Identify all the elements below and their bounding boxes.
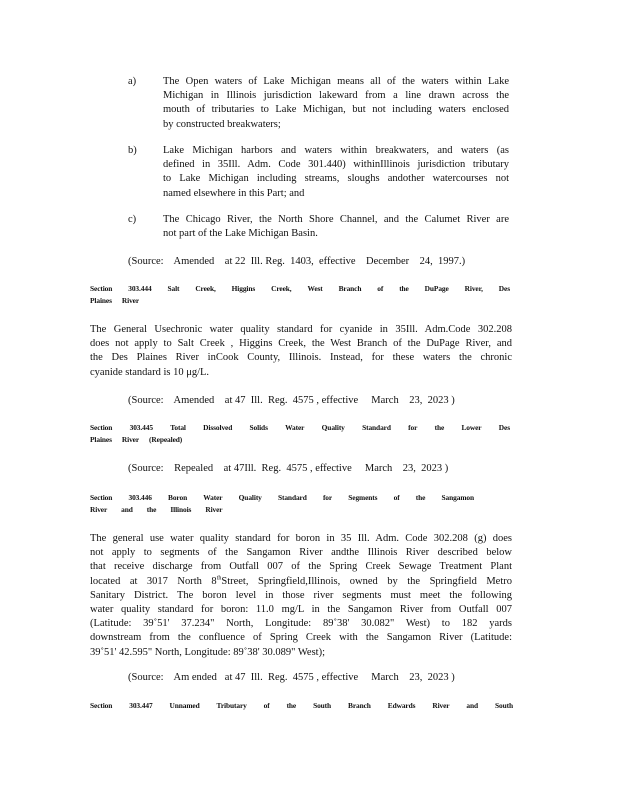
heading-word: for (322, 493, 333, 502)
heading-word: Sangamon (441, 493, 474, 502)
heading-word: and (121, 505, 133, 514)
heading-word: Section (90, 493, 113, 502)
heading-word: Plaines (90, 435, 112, 444)
heading-word: Section (90, 701, 113, 710)
heading-word: Standard (362, 423, 391, 432)
heading-word: 303.447 (129, 701, 153, 710)
ordinal-suffix: th (216, 575, 222, 582)
item-marker-b: b) (128, 145, 137, 156)
section-heading-303-444 (90, 283, 510, 307)
section-heading-303-447 (90, 700, 513, 712)
paragraph-line: does not apply to Salt Creek , Higgins Creek, the West Branch of the DuPage River, and (90, 338, 512, 350)
paragraph-line: not apply to segments of the Sangamon River andthe Illinois River described below (90, 547, 512, 559)
heading-word: (Repealed) (149, 435, 183, 444)
heading-word: Boron (168, 493, 188, 502)
item-c-text (163, 213, 509, 241)
heading-word: Branch (348, 701, 371, 710)
heading-word: the (434, 423, 445, 432)
heading-word: Higgins (231, 284, 256, 293)
heading-word: 303.446 (128, 493, 152, 502)
paragraph-line: water quality standard for boron: 11.0 mg/L in the Sangamon River from Outfall 007 (90, 604, 512, 616)
item-c-line: not part of the Lake Michigan Basin. (163, 228, 318, 240)
heading-word: Des (498, 423, 510, 432)
paragraph-line: (Latitude: 39˚51' 37.234" North, Longitude: 89˚38' 30.082" West) to 182 yards (90, 618, 512, 630)
section-303-446-paragraph (90, 532, 512, 660)
heading-word: Quality (238, 493, 262, 502)
heading-word: River (432, 701, 450, 710)
heading-word: DuPage (424, 284, 449, 293)
paragraph-fragment: located at 3017 North 8 (90, 575, 217, 587)
heading-word: Tributary (216, 701, 247, 710)
heading-word: South (494, 701, 513, 710)
heading-word: Illinois (170, 505, 192, 514)
paragraph-line: cyanide standard is 10 μg/L. (90, 366, 210, 378)
item-b-line: named elsewhere in this Part; and (163, 187, 305, 199)
section-heading-row (90, 283, 510, 295)
heading-word: Water (203, 493, 223, 502)
heading-word: Dissolved (203, 423, 233, 432)
paragraph-line: the Des Plaines River inCook County, Illinois. Instead, for these waters the chronic (90, 352, 512, 364)
paragraph-line: Sanitary District. The boron level in those river segments must meet the following (90, 589, 512, 601)
heading-word: Creek, (271, 284, 292, 293)
item-marker-a: a) (128, 76, 137, 87)
section-heading-row (90, 700, 513, 712)
paragraph-line: 39˚51' 42.595" North, Longitude: 89˚38' 30.089" West); (90, 646, 326, 658)
source-note: (Source: Repealed at 47Ill. Reg. 4575 , effective March 23, 2023 ) (128, 463, 449, 474)
heading-word: Plaines (90, 296, 112, 305)
heading-word: the (146, 505, 157, 514)
heading-word: Lower (461, 423, 482, 432)
heading-word: 303.444 (128, 284, 152, 293)
section-heading-row (90, 504, 474, 516)
section-heading-row (90, 492, 474, 504)
heading-word: Salt (167, 284, 180, 293)
paragraph-line: that receive discharge from Outfall 007 of the Spring Creek Sewage Treatment Plant (90, 561, 512, 573)
heading-word: Des (498, 284, 510, 293)
heading-word: Edwards (387, 701, 416, 710)
heading-word: of (377, 284, 384, 293)
source-note: (Source: Amended at 22 Ill. Reg. 1403, effective December 24, 1997.) (128, 256, 466, 267)
heading-word: River (90, 505, 108, 514)
paragraph-fragment: Street, Springfield,Illinois, owned by the Springfield Metro (221, 575, 513, 587)
section-heading-row (90, 422, 510, 434)
source-note: (Source: Amended at 47 Ill. Reg. 4575 , effective March 23, 2023 ) (128, 395, 455, 406)
paragraph-line (90, 575, 512, 589)
heading-word: Section (90, 423, 113, 432)
item-b-line: Lake Michigan harbors and waters within breakwaters, and waters (as (163, 145, 509, 156)
item-a-line: by constructed breakwaters; (163, 118, 281, 130)
heading-word: of (393, 493, 400, 502)
section-heading-row (90, 434, 510, 446)
heading-word: Creek, (195, 284, 216, 293)
item-b-line: to Lake Michigan including streams, sloughs andother watercourses not (163, 173, 509, 185)
heading-word: South (313, 701, 332, 710)
heading-word: River (205, 505, 223, 514)
item-a-text (163, 75, 509, 132)
heading-word: Water (285, 423, 305, 432)
heading-word: of (263, 701, 270, 710)
heading-word: 303.445 (129, 423, 153, 432)
item-a-line: mouth of tributaries to Lake Michigan, but not including waters enclosed (163, 104, 509, 116)
heading-word: Total (170, 423, 186, 432)
heading-word: River (121, 435, 140, 444)
section-heading-303-445 (90, 422, 510, 446)
item-marker-c: c) (128, 214, 137, 225)
heading-word: Branch (338, 284, 362, 293)
heading-word: Segments (348, 493, 378, 502)
item-b-text (163, 144, 509, 201)
section-303-444-paragraph (90, 323, 512, 380)
item-b-line: defined in 35Ill. Adm. Code 301.440) withinIllinois jurisdiction tributary (163, 159, 509, 171)
heading-word: and (466, 701, 479, 710)
heading-word: Standard (277, 493, 307, 502)
source-note: (Source: Am ended at 47 Ill. Reg. 4575 , effective March 23, 2023 ) (128, 672, 455, 683)
item-a-line: The Open waters of Lake Michigan means all of the waters within Lake (163, 76, 509, 87)
paragraph-line: The general use water quality standard for boron in 35 Ill. Adm. Code 302.208 (g) does (90, 533, 512, 544)
paragraph-line: downstream from the confluence of Spring Creek with the Sangamon River (Latitude: (90, 632, 512, 644)
heading-word: the (286, 701, 297, 710)
heading-word: Solids (249, 423, 268, 432)
heading-word: the (415, 493, 426, 502)
heading-word: Unnamed (169, 701, 200, 710)
section-heading-row (90, 295, 510, 307)
heading-word: West (307, 284, 323, 293)
heading-word: Section (90, 284, 113, 293)
heading-word: River, (464, 284, 483, 293)
item-c-line: The Chicago River, the North Shore Channel, and the Calumet River are (163, 214, 509, 225)
heading-word: the (399, 284, 409, 293)
heading-word: River (121, 296, 140, 305)
heading-word: for (408, 423, 418, 432)
paragraph-line: The General Usechronic water quality standard for cyanide in 35Ill. Adm.Code 302.208 (90, 324, 512, 335)
heading-word: Quality (321, 423, 345, 432)
section-heading-303-446 (90, 492, 474, 516)
item-a-line: Michigan in Illinois jurisdiction lakeward from a line drawn across the (163, 90, 509, 102)
